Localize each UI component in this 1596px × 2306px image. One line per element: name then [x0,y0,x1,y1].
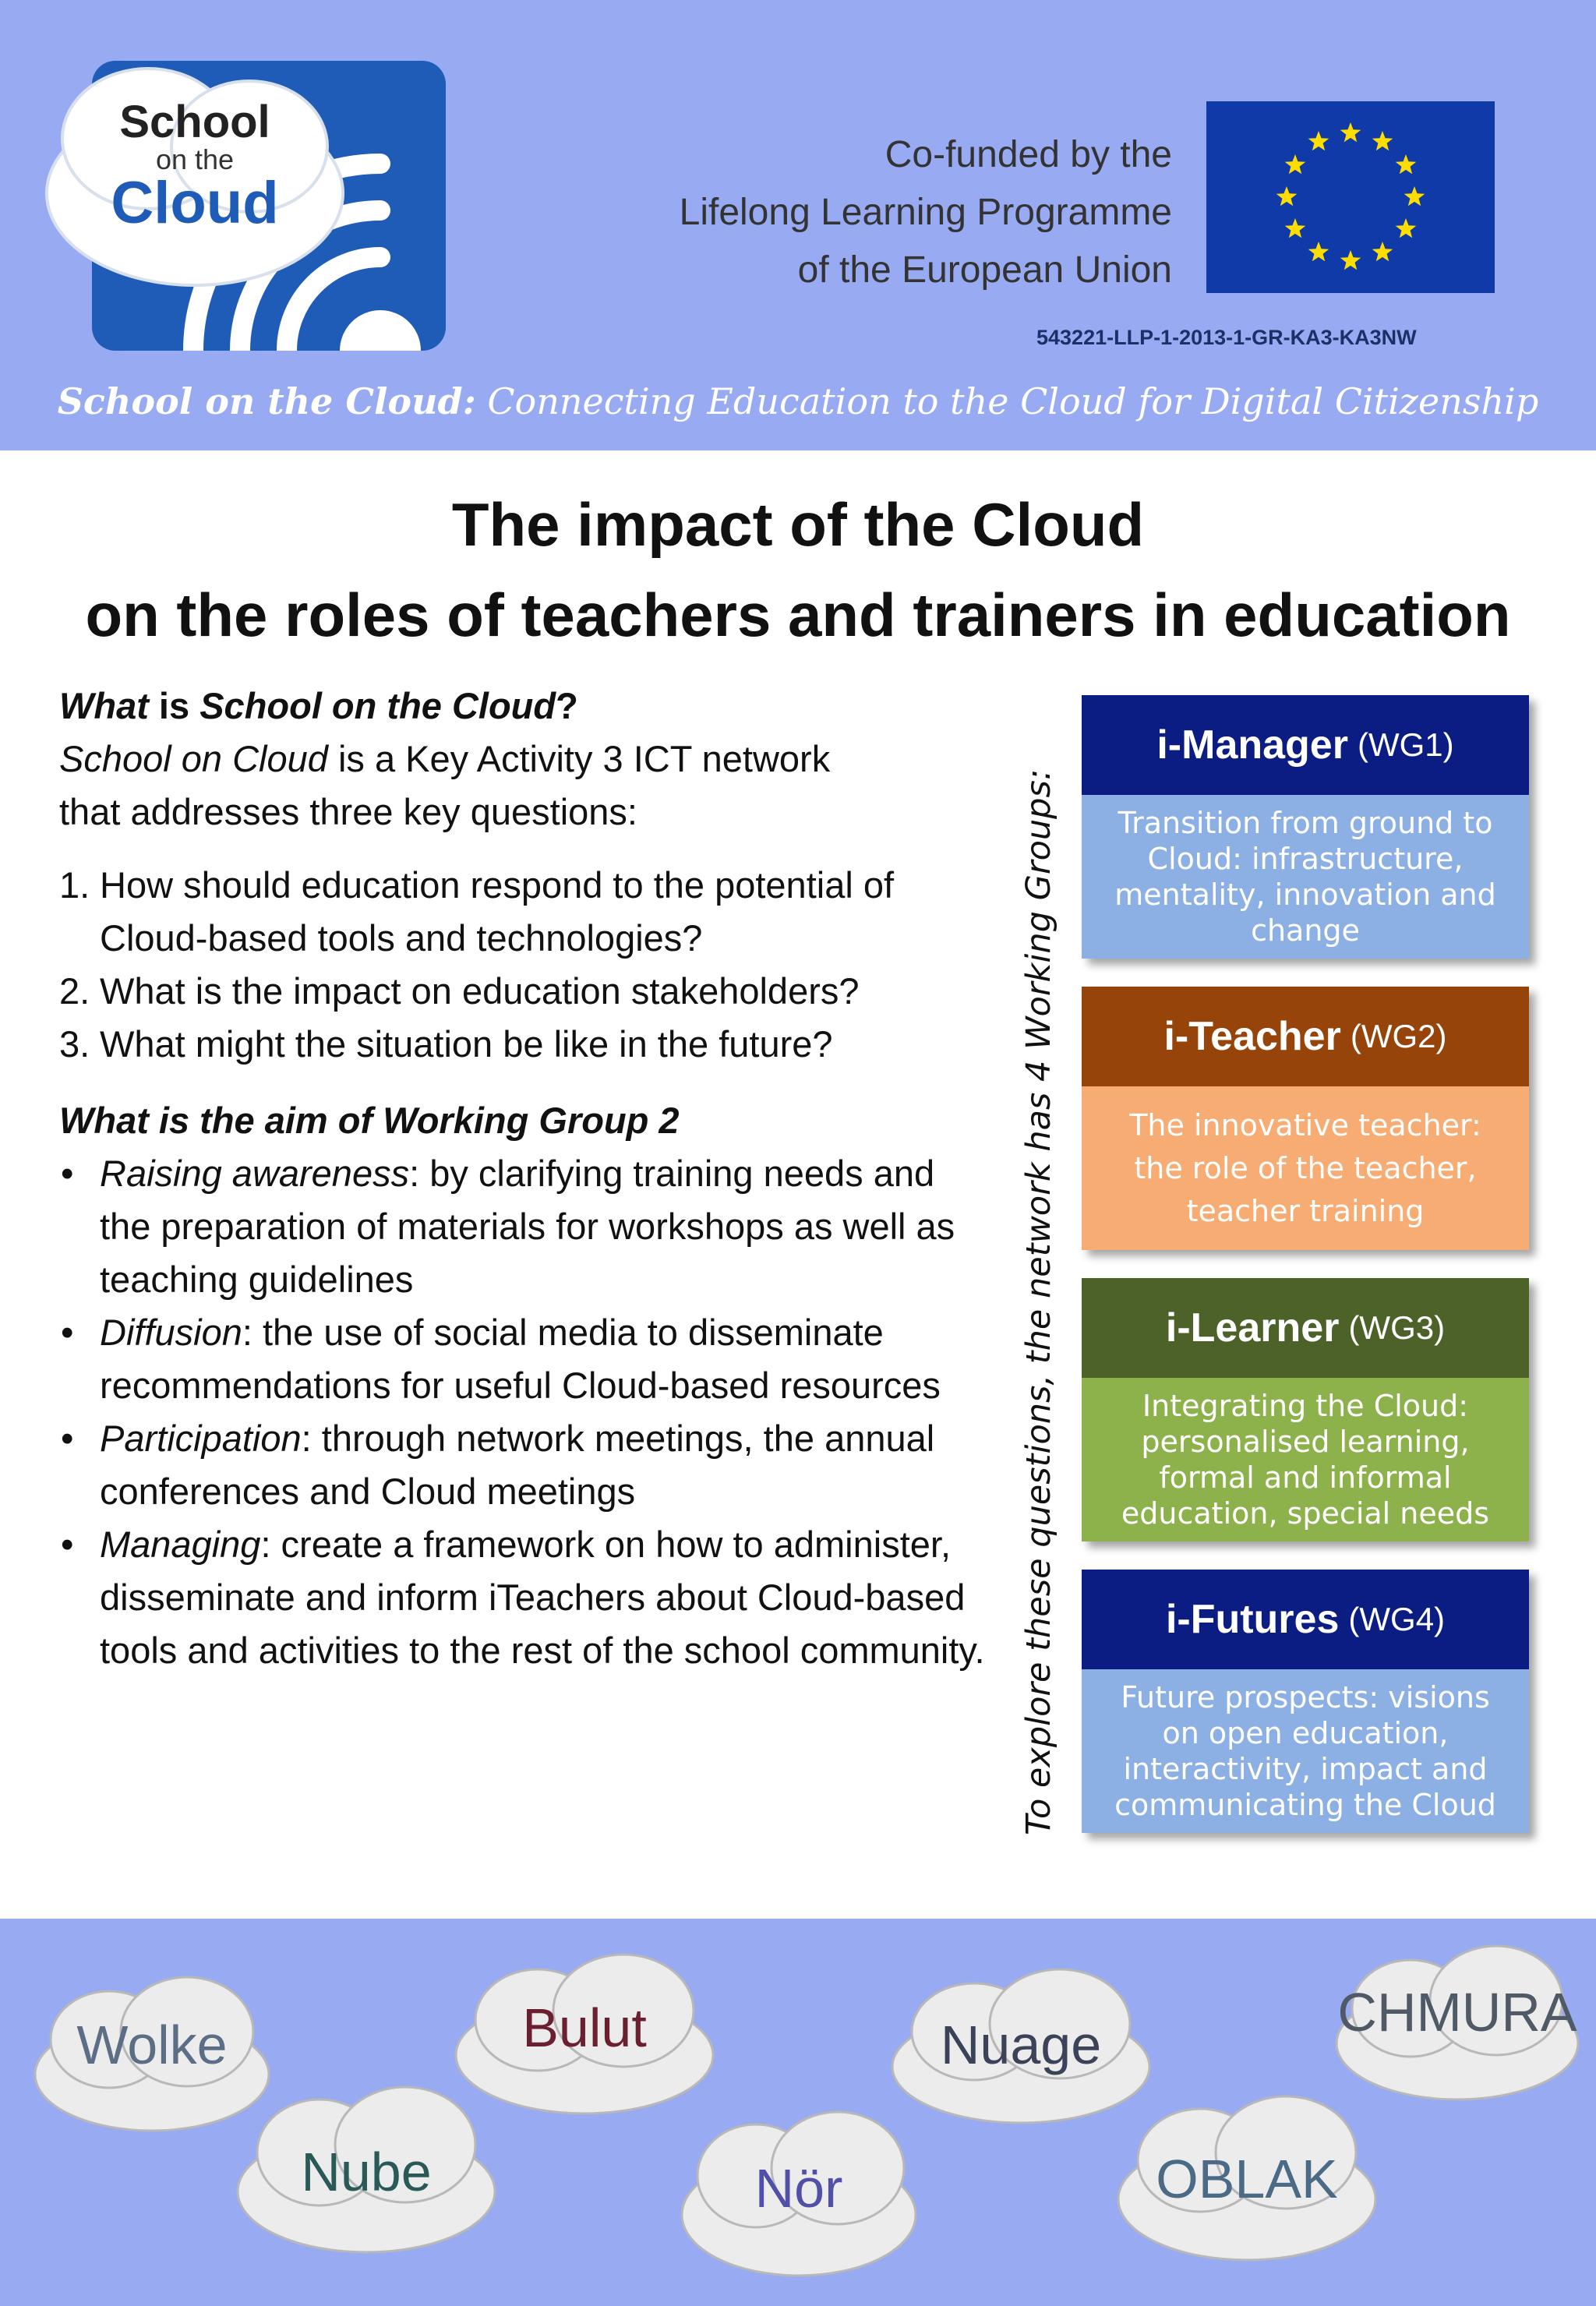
bullet-text: : through network meetings, the annual conferences and Cloud meetings [100,1418,935,1512]
cofunded-line-1: Co-funded by the [885,134,1172,175]
list-item [59,965,994,1018]
list-item [59,859,994,965]
eu-stars [1206,101,1495,293]
wg-code: (WG1) [1357,726,1454,763]
list-item [59,1518,994,1677]
header-banner [0,0,1596,450]
cloud-word: Nör [754,2158,843,2219]
eu-star-icon [1372,131,1393,150]
eu-star-icon [1372,242,1393,261]
wg-head [1082,1570,1529,1669]
wg-name: i-Futures [1165,1597,1340,1642]
cofunded-text [680,126,1172,299]
wg-box-i-teacher [1082,987,1529,1250]
cloud-word: Wolke [76,2015,228,2075]
footer-clouds [0,1919,1596,2306]
bullet-icon: • [61,1524,74,1565]
list-item [59,1018,994,1071]
eu-star-icon [1285,218,1306,238]
wg-code: (WG2) [1350,1018,1447,1054]
bullet-icon: • [61,1418,74,1459]
left-column [59,680,994,1677]
intro-body-rest: is a Key Activity 3 ICT network [327,738,831,779]
cloud-word: OBLAK [1156,2149,1338,2209]
wg-head [1082,1278,1529,1378]
bullet-icon: • [61,1312,74,1353]
list-item [59,1412,994,1518]
eu-star-icon [1340,250,1361,270]
wg-desc: Integrating the Cloud: personalised learning, formal and informal education, special needs [1082,1378,1529,1541]
tagline-rest: Connecting Education to the Cloud for Digital Citizenship [475,380,1539,422]
wg-code: (WG4) [1348,1601,1446,1637]
cloud-word: Nube [301,2142,432,2202]
list-item [59,1147,994,1306]
intro-body-em: School on Cloud [59,738,328,779]
aim-heading: What is the aim of Working Group 2 [59,1100,680,1141]
school-on-the-cloud-logo [31,45,452,357]
questions-list [59,859,994,1071]
intro-body-line2: that addresses three key questions: [59,791,637,832]
question-number: 2. [59,970,90,1012]
intro-heading-soc: School on the Cloud [200,685,556,726]
aim-bullets [59,1147,994,1677]
tagline [0,380,1596,422]
intro-heading-q: ? [556,685,578,726]
cloud-word: Bulut [522,1997,647,2058]
tagline-bold: School on the Cloud: [57,380,476,422]
cofunded-line-3: of the European Union [797,249,1172,291]
cloud-oblak [1107,2082,1387,2277]
intro-heading-what: What [59,685,149,726]
cloud-word: Nuage [940,2015,1102,2075]
eu-star-icon [1285,154,1306,174]
wg-desc: The innovative teacher: the role of the teacher, teacher training [1082,1086,1529,1250]
cloud-nube [226,2075,507,2269]
wg-desc: Transition from ground to Cloud: infrastructure, mentality, innovation and change [1082,795,1529,959]
logo-school: School [119,97,270,147]
cloud-word: CHMURA [1337,1982,1577,2043]
bullet-term: Managing [100,1524,261,1565]
bullet-text: : create a framework on how to administer, disseminate and inform iTeachers about Cloud-based tools and activities to the rest of the school community. [100,1524,985,1671]
question-text: What is the impact on education stakeholders? [100,970,860,1012]
wg-box-i-learner [1082,1278,1529,1541]
eu-star-icon [1396,218,1417,238]
bullet-text: : by clarifying training needs and the preparation of materials for workshops as well as teaching guidelines [100,1153,955,1300]
eu-star-icon [1276,186,1298,206]
wg-code: (WG3) [1348,1309,1446,1346]
question-number: 3. [59,1023,90,1065]
logo-cloud: Cloud [111,170,279,236]
wg-box-i-futures [1082,1570,1529,1833]
bullet-term: Participation [100,1418,302,1459]
bullet-text: : the use of social media to disseminate recommendations for useful Cloud-based resources [100,1312,941,1406]
wg-name: i-Manager [1156,722,1348,768]
title-line-2: on the roles of teachers and trainers in education [85,581,1511,649]
eu-star-icon [1404,186,1425,206]
bullet-icon: • [61,1153,74,1194]
wg-name: i-Teacher [1163,1014,1341,1059]
intro-heading [59,680,994,733]
project-code: 543221-LLP-1-2013-1-GR-KA3-KA3NW [1036,326,1417,349]
wg-box-i-manager [1082,695,1529,959]
page-title [0,479,1596,660]
bullet-term: Raising awareness [100,1153,410,1194]
question-text: What might the situation be like in the future? [100,1023,833,1065]
cofunded-line-2: Lifelong Learning Programme [679,192,1172,233]
eu-flag-icon [1206,101,1495,293]
logo-text [78,98,312,234]
wg-head [1082,695,1529,795]
list-item [59,1306,994,1412]
question-text: How should education respond to the potential of Cloud-based tools and technologies? [100,864,895,959]
wg-name: i-Learner [1165,1305,1340,1351]
eu-star-icon [1340,122,1361,142]
title-line-1: The impact of the Cloud [451,490,1145,559]
logo-on-the: on the [155,143,235,175]
intro-heading-is: is [148,685,200,726]
question-number: 1. [59,864,90,906]
eu-star-icon [1308,242,1329,261]
cloud-nor [670,2098,927,2293]
eu-star-icon [1396,154,1417,174]
intro-body [59,733,994,786]
eu-star-icon [1308,131,1329,150]
wg-head [1082,987,1529,1086]
vertical-caption: To explore these questions, the network has 4 Working Groups: [1019,768,1058,1835]
wg-desc: Future prospects: visions on open education, interactivity, impact and communicating the Cloud [1082,1669,1529,1833]
bullet-term: Diffusion [100,1312,242,1353]
